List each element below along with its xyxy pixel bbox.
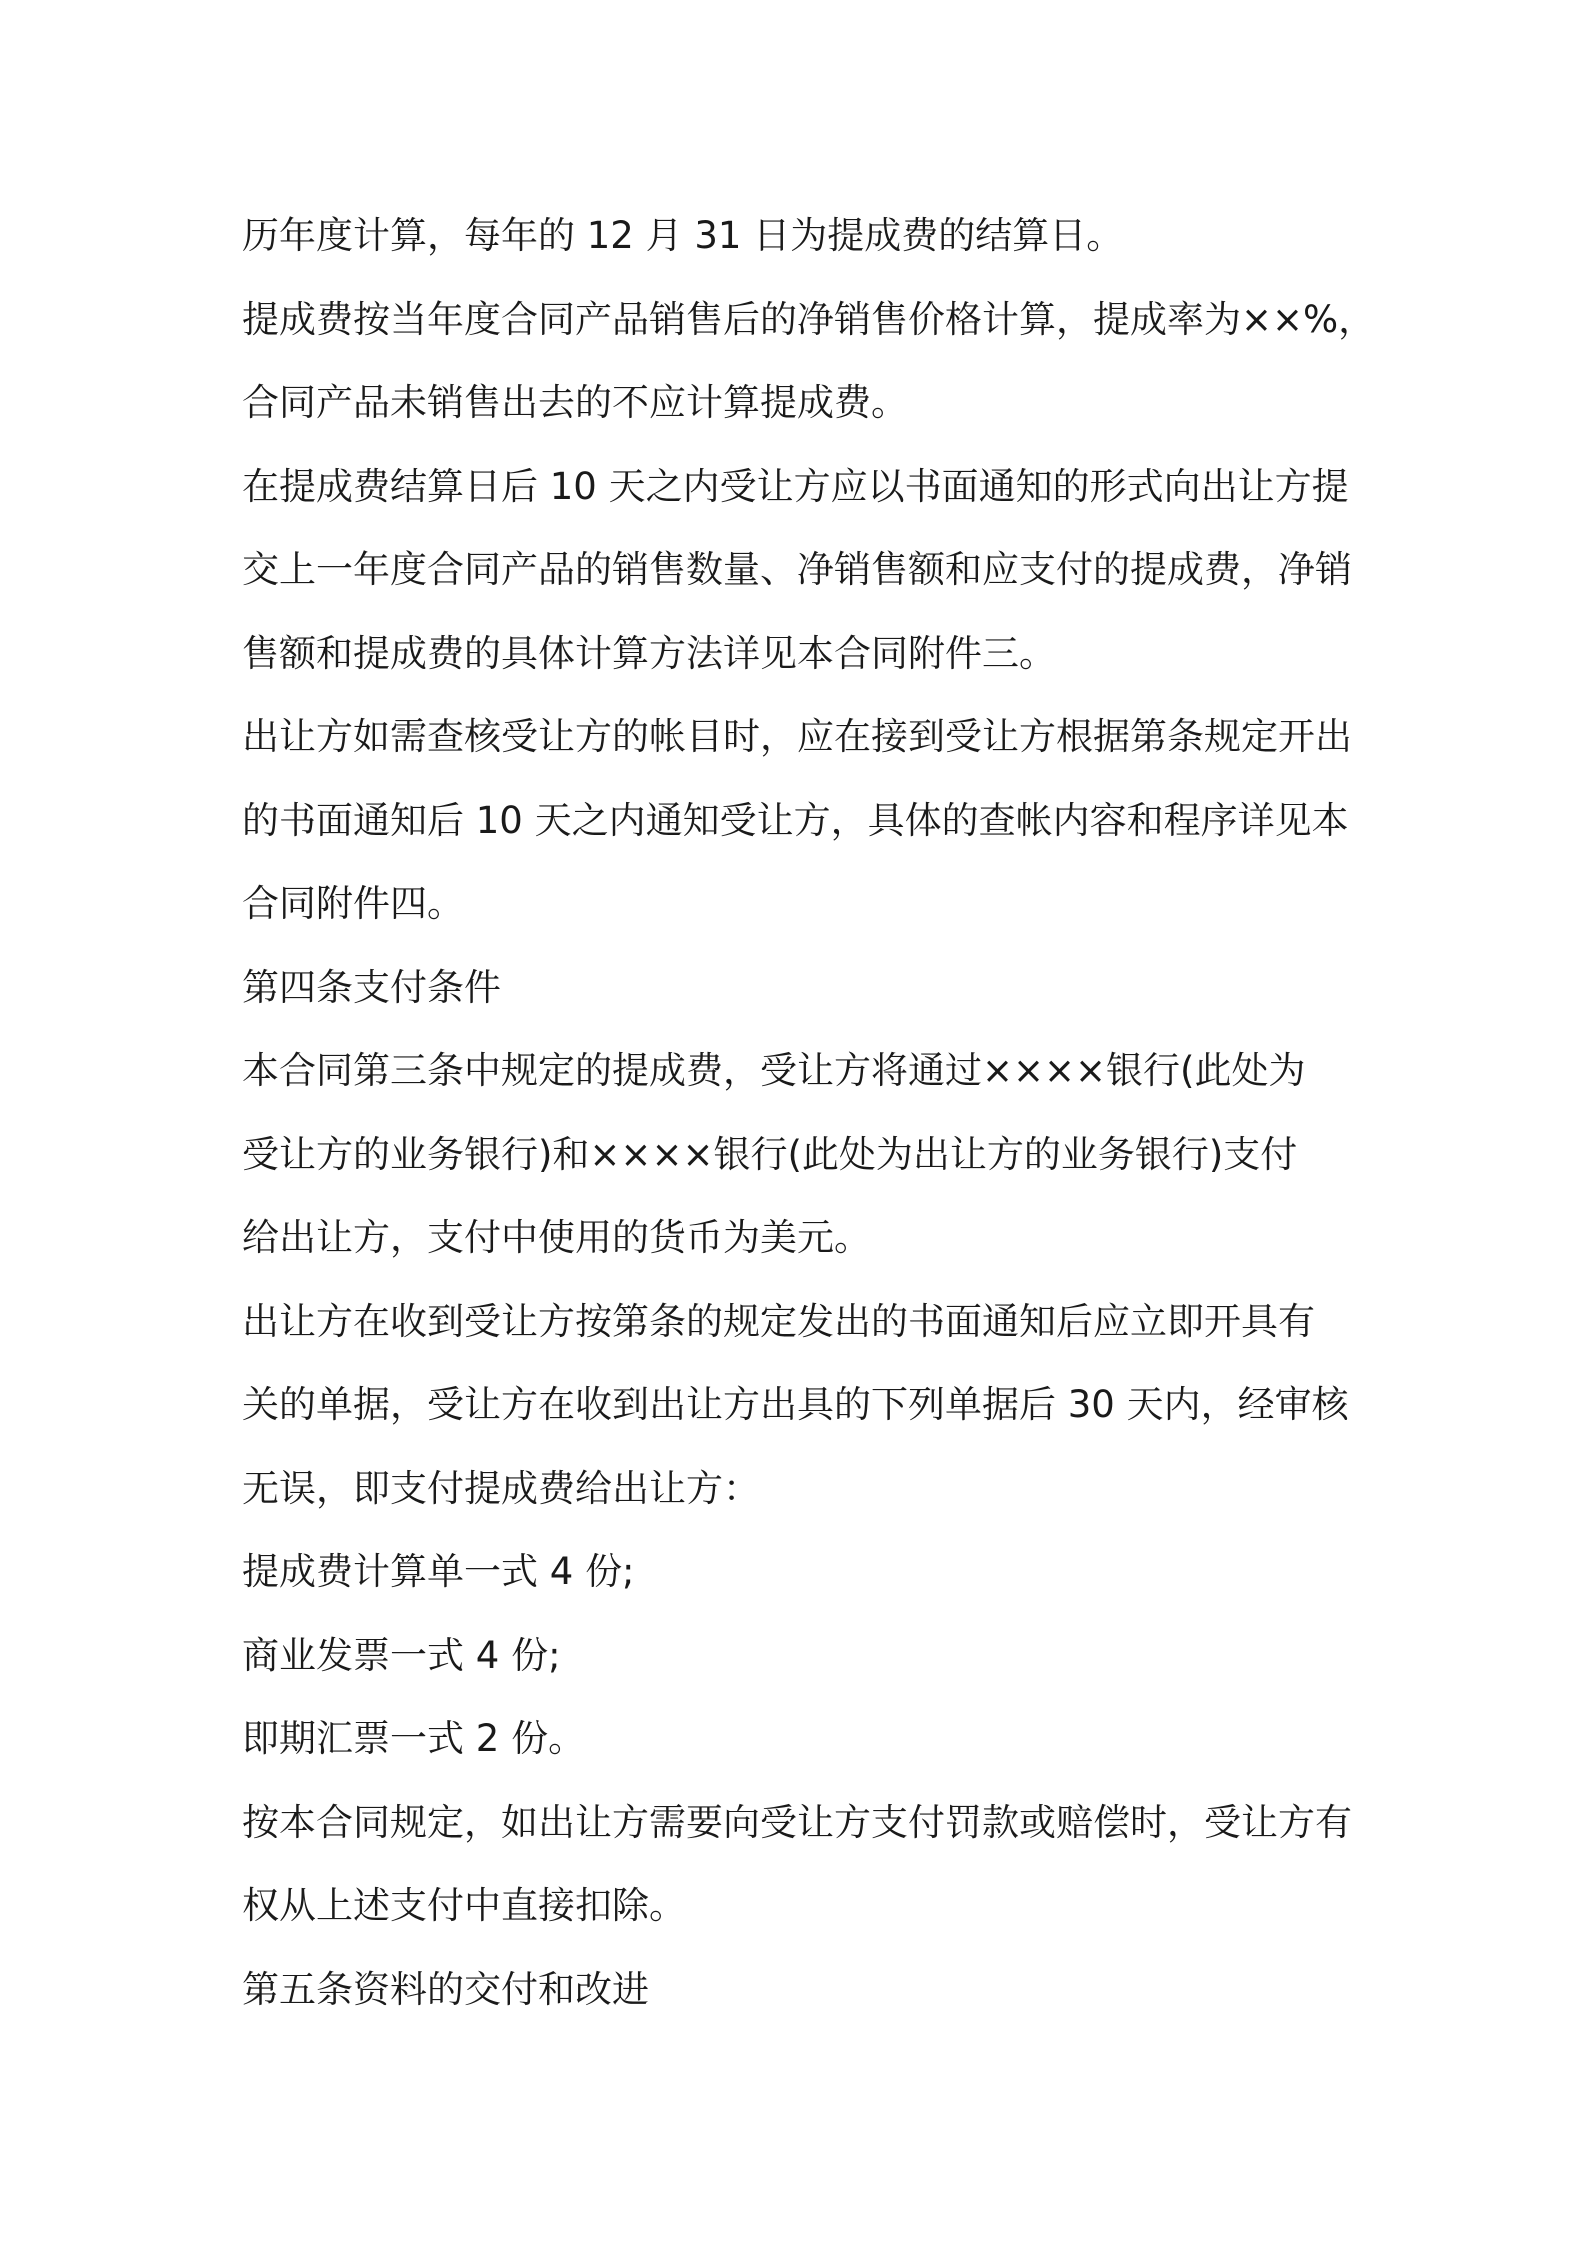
text-line: 历年度计算，每年的 12 月 31 日为提成费的结算日。 bbox=[242, 214, 1124, 257]
text-line: 给出让方，支付中使用的货币为美元。 bbox=[242, 1216, 871, 1259]
section-heading: 第四条支付条件 bbox=[242, 965, 501, 1009]
text-line: 无误，即支付提成费给出让方： bbox=[242, 1466, 760, 1510]
text-line: 按本合同规定，如出让方需要向受让方支付罚款或赔偿时，受让方有 bbox=[242, 1800, 1352, 1844]
text-line: 出让方在收到受让方按第条的规定发出的书面通知后应立即开具有 bbox=[242, 1299, 1315, 1343]
text-line: 受让方的业务银行)和××××银行(此处为出让方的业务银行)支付 bbox=[242, 1132, 1298, 1176]
text-line: 交上一年度合同产品的销售数量、净销售额和应支付的提成费，净销 bbox=[242, 548, 1352, 591]
section-heading: 第五条资料的交付和改进 bbox=[242, 1967, 649, 2011]
text-line: 的书面通知后 10 天之内通知受让方，具体的查帐内容和程序详见本 bbox=[242, 798, 1349, 842]
text-line: 提成费按当年度合同产品销售后的净销售价格计算，提成率为××%， bbox=[242, 297, 1376, 341]
text-line: 权从上述支付中直接扣除。 bbox=[242, 1884, 686, 1927]
text-line: 出让方如需查核受让方的帐目时，应在接到受让方根据第条规定开出 bbox=[242, 715, 1352, 758]
list-item: 提成费计算单一式 4 份; bbox=[242, 1550, 635, 1593]
text-line: 在提成费结算日后 10 天之内受让方应以书面通知的形式向出让方提 bbox=[242, 464, 1349, 508]
list-item: 即期汇票一式 2 份。 bbox=[242, 1717, 586, 1760]
text-line: 本合同第三条中规定的提成费，受让方将通过××××银行(此处为 bbox=[242, 1049, 1306, 1092]
document-body bbox=[242, 194, 1376, 2031]
list-item: 商业发票一式 4 份; bbox=[242, 1633, 561, 1677]
text-line: 合同产品未销售出去的不应计算提成费。 bbox=[242, 381, 908, 424]
text-line: 合同附件四。 bbox=[242, 882, 464, 925]
text-line: 售额和提成费的具体计算方法详见本合同附件三。 bbox=[242, 631, 1056, 675]
text-line: 关的单据，受让方在收到出让方出具的下列单据后 30 天内，经审核 bbox=[242, 1383, 1349, 1426]
